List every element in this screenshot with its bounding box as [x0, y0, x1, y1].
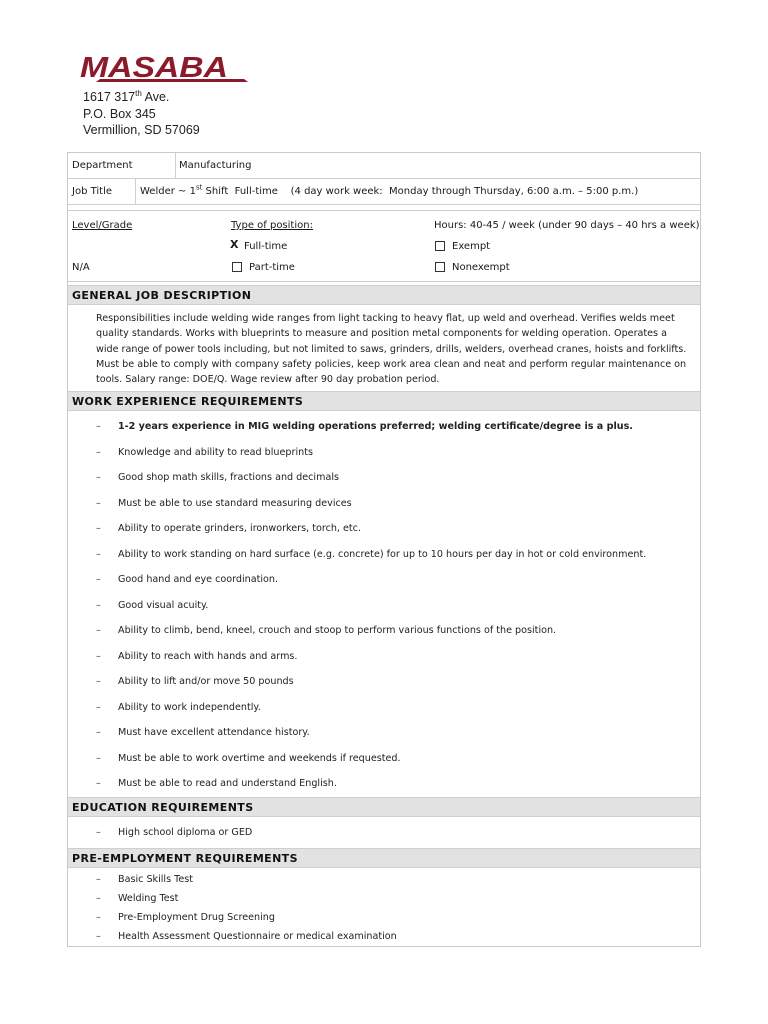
list-item [96, 676, 294, 687]
bullet-dash: – [96, 548, 101, 560]
list-item-text: Must be able to use standard measuring devices [118, 497, 352, 509]
bullet-dash: – [96, 912, 101, 923]
company-address [83, 89, 200, 139]
list-item [96, 421, 633, 432]
list-item [96, 549, 646, 560]
list-item-text: Basic Skills Test [118, 874, 194, 885]
list-item-text: Ability to work independently. [118, 701, 261, 713]
exempt-label: Exempt [452, 241, 491, 252]
bullet-dash: – [96, 874, 101, 885]
address-line-3: Vermillion, SD 57069 [83, 123, 200, 137]
bullet-dash: – [96, 752, 101, 764]
fulltime-label: Full-time [244, 241, 288, 252]
bullet-dash: – [96, 931, 101, 942]
general-job-description-text: Responsibilities include welding wide ranges from light tacking to heavy flat, up weld and overhead. Verifies welds meet quality standards. Works with blueprints to measure and position metal components for welding operation. Operates a wide range of power tools including, but not limited to saws, grinders, drills, welders, overhead cranes, hoists and forklifts. Must be able to comply with company safety policies, keep work area clean and neat and perform regular maintenance on tools. Salary range: DOE/Q. Wage review after 90 day probation period. [96, 313, 687, 386]
pre-employment-header: PRE-EMPLOYMENT REQUIREMENTS [68, 848, 700, 868]
level-grade-value: N/A [72, 262, 90, 273]
bullet-dash: – [96, 827, 101, 838]
address-line-1: 1617 317th Ave. [83, 88, 170, 104]
bullet-dash: – [96, 574, 101, 585]
list-item-text: Ability to work standing on hard surface (e.g. concrete) for up to 10 hours per day in hot or cold environment. [118, 548, 647, 560]
list-item-text: Ability to climb, bend, kneel, crouch and stoop to perform various functions of the position. [118, 625, 557, 636]
list-item-text: Good shop math skills, fractions and decimals [118, 472, 339, 483]
address-line-2: P.O. Box 345 [83, 106, 156, 121]
department-value: Manufacturing [179, 160, 252, 171]
hours-label: Hours: 40-45 / week (under 90 days – 40 hrs a week) [434, 220, 700, 231]
list-item [96, 498, 352, 509]
list-item [96, 778, 337, 789]
job-description-form [67, 152, 701, 947]
bullet-dash: – [96, 472, 101, 483]
list-item-text: Must have excellent attendance history. [118, 727, 310, 738]
list-item-text: High school diploma or GED [118, 827, 253, 838]
list-item-text: Pre-Employment Drug Screening [118, 912, 275, 923]
list-item [96, 727, 310, 738]
bullet-dash: – [96, 778, 101, 789]
work-experience-header: WORK EXPERIENCE REQUIREMENTS [68, 391, 700, 411]
list-item [96, 472, 339, 483]
list-item [96, 625, 556, 636]
list-item [96, 600, 208, 611]
bullet-dash: – [96, 701, 101, 713]
list-item [96, 827, 252, 838]
list-item-text: Health Assessment Questionnaire or medical examination [118, 931, 397, 942]
list-item-text: Ability to reach with hands and arms. [118, 650, 298, 662]
list-item-text: Knowledge and ability to read blueprints [118, 446, 313, 458]
bullet-dash: – [96, 523, 101, 534]
type-of-position-label: Type of position: [231, 220, 313, 231]
list-item-text: 1-2 years experience in MIG welding operations preferred; welding certificate/degree is a plus. [118, 421, 633, 432]
list-item-text: Must be able to work overtime and weekends if requested. [118, 752, 401, 764]
nonexempt-checkbox[interactable] [435, 262, 445, 272]
exempt-checkbox[interactable] [435, 241, 445, 251]
general-job-description-header: GENERAL JOB DESCRIPTION [68, 285, 700, 305]
bullet-dash: – [96, 599, 101, 611]
list-item [96, 893, 178, 904]
parttime-label: Part-time [249, 262, 295, 273]
list-item-text: Welding Test [118, 893, 179, 904]
list-item-text: Good visual acuity. [118, 599, 209, 611]
position-details [68, 211, 700, 282]
logo-text: MASABA [80, 52, 228, 84]
bullet-dash: – [96, 727, 101, 738]
fulltime-check-mark[interactable]: X [230, 238, 239, 251]
list-item [96, 874, 193, 885]
department-label: Department [72, 160, 133, 171]
bullet-dash: – [96, 446, 101, 458]
job-title-value: Welder ~ 1st Shift Full-time (4 day work week: Monday through Thursday, 6:00 a.m. – 5:00 p.m.) [140, 183, 639, 197]
list-item-text: Ability to lift and/or move 50 pounds [118, 676, 294, 687]
bullet-dash: – [96, 497, 101, 509]
nonexempt-label: Nonexempt [452, 262, 510, 273]
masaba-logo [78, 52, 250, 86]
list-item [96, 447, 313, 458]
list-item [96, 753, 401, 764]
list-item [96, 574, 278, 585]
list-item [96, 912, 275, 923]
list-item [96, 523, 361, 534]
education-header: EDUCATION REQUIREMENTS [68, 797, 700, 817]
list-item [96, 931, 397, 942]
department-row [68, 153, 700, 179]
list-item-text: Ability to operate grinders, ironworkers, torch, etc. [118, 523, 362, 534]
list-item-text: Good hand and eye coordination. [118, 574, 279, 585]
list-item [96, 702, 261, 713]
level-grade-label: Level/Grade [72, 220, 133, 231]
bullet-dash: – [96, 676, 101, 687]
bullet-dash: – [96, 893, 101, 904]
list-item-text: Must be able to read and understand English. [118, 778, 337, 789]
list-item [96, 651, 297, 662]
bullet-dash: – [96, 625, 101, 636]
bullet-dash: – [96, 421, 101, 432]
bullet-dash: – [96, 650, 101, 662]
job-title-label: Job Title [72, 186, 113, 197]
job-title-row [68, 179, 700, 205]
parttime-checkbox[interactable] [232, 262, 242, 272]
